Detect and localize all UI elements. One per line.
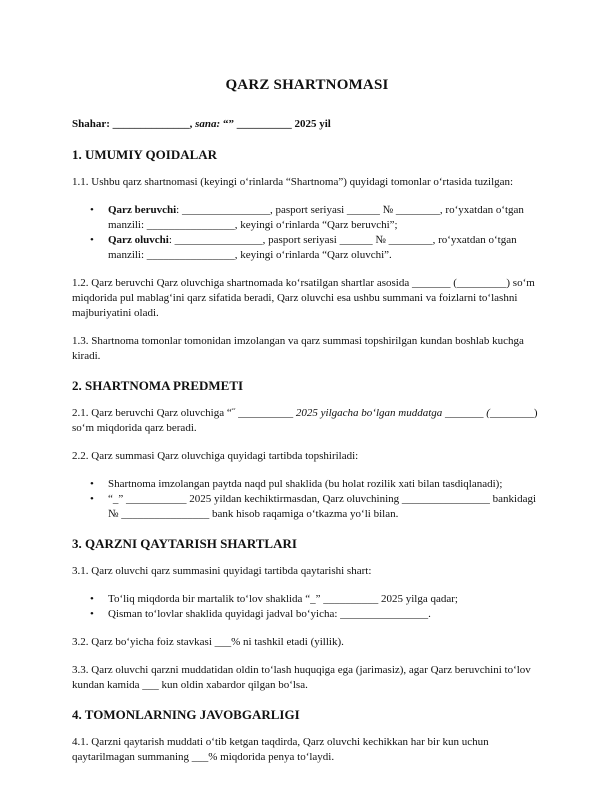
bullet-icon: • [90,593,94,605]
paragraph-2-1 [72,406,542,436]
section-heading-3: 3. QARZNI QAYTARISH SHARTLARI [72,536,297,551]
paragraph-1-3: 1.3. Shartnoma tomonlar tomonidan imzolangan va qarz summasi topshirilgan kundan boshlab kuchga kiradi. [72,335,524,362]
list-item [90,607,542,622]
repayment-list [72,592,542,622]
list-item [90,203,542,233]
paragraph-4-1: 4.1. Qarzni qaytarish muddati o‘tib ketgan taqdirda, Qarz oluvchi kechikkan har bir kun uchun qaytarilmagan summaning ___% miqdorida penya to‘laydi. [72,736,489,763]
paragraph-1-2: 1.2. Qarz beruvchi Qarz oluvchiga shartnomada ko‘rsatilgan shartlar asosida _______ (_________) so‘m miqdorida pul mablag‘ini qarz sifatida beradi, Qarz oluvchi esa ushbu summani va foizlarni to‘lashni majburiyatini oladi. [72,277,535,319]
parties-list [72,203,542,263]
section-heading-4: 4. TOMONLARNING JAVOBGARLIGI [72,707,300,722]
repayment-item-text: Qisman to‘lovlar shaklida quyidagi jadval bo‘yicha: ________________. [108,608,431,620]
city-label: Shahar: ______________, [72,118,196,130]
list-item [90,492,542,522]
list-item [90,477,542,492]
section-heading-2: 2. SHARTNOMA PREDMETI [72,378,244,393]
bullet-icon: • [90,493,94,505]
paragraph-2-1-italic: 2025 yilgacha bo‘lgan muddatga _______ (________ [295,407,534,419]
paragraph-3-2: 3.2. Qarz bo‘yicha foiz stavkasi ___% ni tashkil etadi (yillik). [72,636,344,648]
bullet-icon: • [90,234,94,246]
party-lender-text: : ________________, pasport seriyasi ______ № ________, ro‘yxatdan o‘tgan manzili: ________________, keyingi o‘rinlarda “Qarz beruvchi”; [108,204,524,231]
party-borrower-text: : ________________, pasport seriyasi ______ № ________, ro‘yxatdan o‘tgan manzili: ________________, keyingi o‘rinlarda “Qarz oluvchi”. [108,234,517,261]
paragraph-3-3: 3.3. Qarz oluvchi qarzni muddatidan oldin to‘lash huquqiga ega (jarimasiz), agar Qarz beruvchini to‘lov kundan kamida ___ kun oldin xabardor qilgan bo‘lsa. [72,664,531,691]
party-lender-label: Qarz beruvchi [108,204,177,216]
repayment-item-text: To‘liq miqdorda bir martalik to‘lov shaklida “_” __________ 2025 yilga qadar; [108,593,458,605]
paragraph-2-2: 2.2. Qarz summasi Qarz oluvchiga quyidagi tartibda topshiriladi: [72,450,359,462]
document-body [72,76,542,778]
document-title: QARZ SHARTNOMASI [225,77,389,93]
paragraph-3-1: 3.1. Qarz oluvchi qarz summasini quyidagi tartibda qaytarishi shart: [72,565,372,577]
paragraph-2-1-start: 2.1. Qarz beruvchi Qarz oluvchiga “˝ __________ [72,407,296,419]
section-heading-1: 1. UMUMIY QOIDALAR [72,147,218,162]
paragraph-1-1: 1.1. Ushbu qarz shartnomasi (keyingi o‘rinlarda “Shartnoma”) quyidagi tomonlar o‘rtasida tuzilgan: [72,176,514,188]
paragraph-2-1-end: ) so‘m miqdorida qarz beradi. [72,407,538,434]
party-borrower-label: Qarz oluvchi [108,234,169,246]
bullet-icon: • [90,478,94,490]
city-date-line [72,117,542,132]
bullet-icon: • [90,204,94,216]
date-blank: “” __________ 2025 yil [220,118,331,130]
date-label: sana: [195,118,221,130]
transfer-item-text: Shartnoma imzolangan paytda naqd pul shaklida (bu holat rozilik xati bilan tasdiqlanadi); [108,478,503,490]
list-item [90,592,542,607]
bullet-icon: • [90,608,94,620]
transfer-list [72,477,542,522]
list-item [90,233,542,263]
transfer-item-text: “_” ___________ 2025 yildan kechiktirmasdan, Qarz oluvchining ________________ bankidagi № ________________ bank hisob raqamiga o‘tkazma yo‘li bilan. [108,493,537,520]
